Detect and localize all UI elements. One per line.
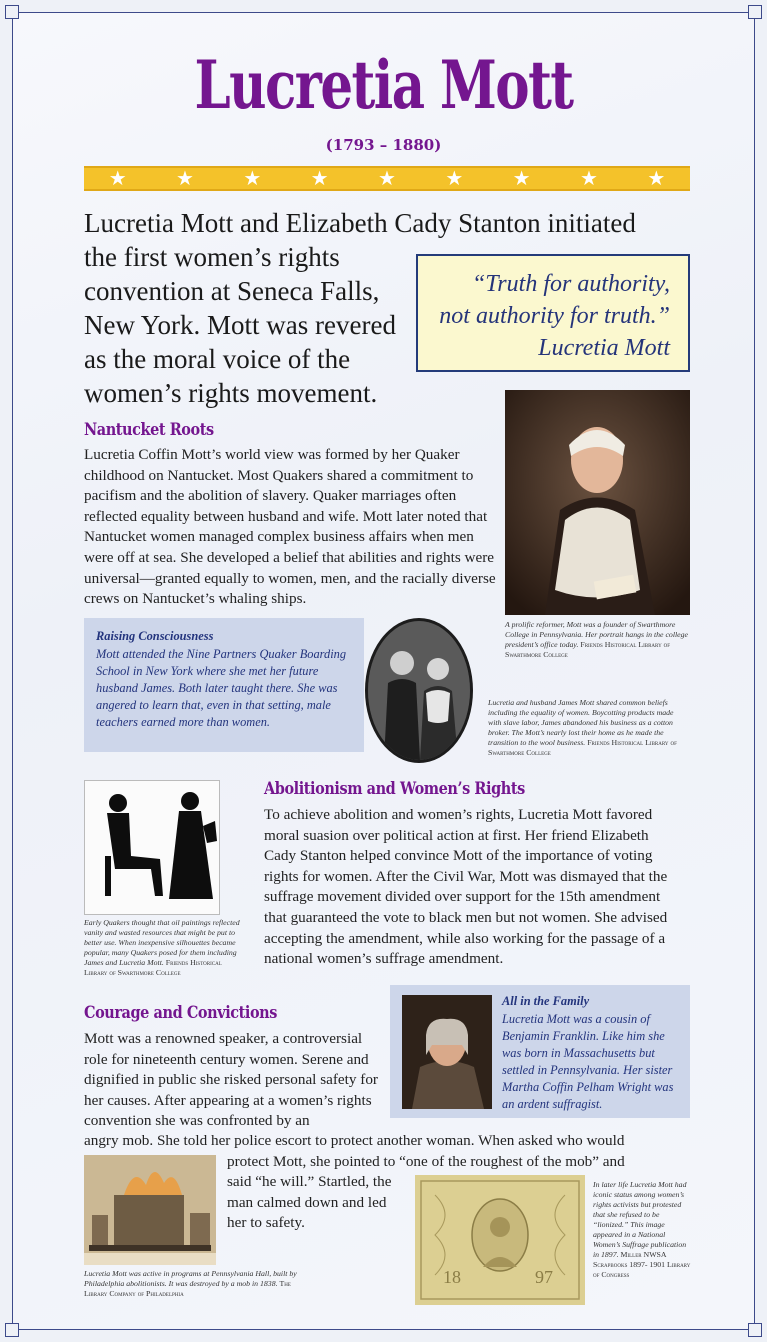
quote-box bbox=[416, 254, 690, 372]
corner-ornament bbox=[5, 5, 19, 19]
intro-body: the first women’s rights convention at Seneca Falls, New York. Mott was revered as the moral voice of the women’s rights movement. bbox=[84, 242, 396, 408]
star-icon: ★ bbox=[310, 167, 329, 190]
image-credit: Friends Historical Library of Swarthmore College bbox=[505, 640, 671, 659]
star-icon: ★ bbox=[108, 167, 127, 190]
scrapbook-caption: In later life Lucretia Mott had iconic status among women’s rights activists but protested that she refused to be “lionized.” This image appeared in a National Women’s Suffrage publication in 1897. Miller NWSA Scrapbooks 1897- 1901 Library of Congress bbox=[593, 1180, 691, 1279]
corner-ornament bbox=[748, 1323, 762, 1337]
sidebar-all-in-the-family bbox=[390, 985, 690, 1118]
star-icon: ★ bbox=[512, 167, 531, 190]
section-heading-courage: Courage and Convictions bbox=[84, 1003, 277, 1023]
image-credit: Friends Historical Library of Swarthmore College bbox=[84, 958, 222, 977]
star-icon: ★ bbox=[445, 167, 464, 190]
abolition-text: To achieve abolition and women’s rights, Lucretia Mott favored moral suasion over political action at first. Her friend Elizabeth Cady Stanton helped convince Mott of the importance of voting rights for women. After the Civil War, Mott was dismayed that the suffrage movement divided over support for the 15th amendment that guaranteed the vote to black men but not women. She advised accepting the amendment, while also working for the passage of a national women’s suffrage amendment. bbox=[264, 806, 668, 968]
courage-text: angry mob. She told her police escort to protect another woman. When asked who would bbox=[84, 1132, 625, 1149]
courage-text: Mott was a renowned speaker, a controversial role for nineteenth century women. Serene and dignified in public she risked personal safety for her causes. After appearing at a women’s rights convention she was confronted by an bbox=[84, 1030, 378, 1130]
section-heading-abolition: Abolitionism and Women’s Rights bbox=[264, 779, 525, 799]
page-title: Lucretia Mott bbox=[194, 46, 573, 124]
hall-caption: Lucretia Mott was active in programs at Pennsylvania Hall, built by Philadelphia abolitionists. It was destroyed by a mob in 1838. The Library Company of Philadelphia bbox=[84, 1269, 297, 1298]
silhouette-image bbox=[84, 780, 220, 915]
courage-text: said “he will.” Startled, the man calmed down and led her to safety. bbox=[227, 1173, 392, 1232]
year-right: 97 bbox=[535, 1267, 553, 1287]
sidebar-raising-consciousness bbox=[84, 618, 364, 752]
lifespan-dates: (1793 – 1880) bbox=[325, 136, 442, 154]
franklin-portrait bbox=[402, 995, 492, 1109]
courage-text: protect Mott, she pointed to “one of the roughest of the mob” and bbox=[227, 1153, 625, 1170]
intro-lead: Lucretia Mott and Elizabeth Cady Stanton initiated bbox=[84, 208, 636, 238]
star-icon: ★ bbox=[176, 167, 194, 190]
image-credit: Miller NWSA Scrapbooks 1897- 1901 Library of Congress bbox=[593, 1250, 691, 1279]
sidebar-title: All in the Family bbox=[502, 994, 590, 1008]
year-left: 18 bbox=[443, 1267, 461, 1287]
image-credit: Friends Historical Library of Swarthmore College bbox=[488, 738, 677, 757]
section-heading-nantucket: Nantucket Roots bbox=[84, 420, 214, 440]
quote-attribution: Lucretia Mott bbox=[538, 335, 670, 361]
corner-ornament bbox=[748, 5, 762, 19]
portrait-image bbox=[505, 390, 690, 615]
quote-line: not authority for truth.” bbox=[439, 303, 670, 329]
portrait-caption: A prolific reformer, Mott was a founder of Swarthmore College in Pennsylvania. Her portrait hangs in the college president’s office today. Friends Historical Library of Swarthmore College bbox=[505, 620, 688, 659]
star-icon: ★ bbox=[378, 167, 396, 190]
sidebar-text: Mott attended the Nine Partners Quaker Boarding School in New York where she met her future husband James. Both later taught there. She was angered to learn that, even in that setting, male teachers earned more than women. bbox=[96, 647, 347, 729]
couple-photo bbox=[365, 618, 473, 763]
quote-line: “Truth for authority, bbox=[471, 271, 670, 297]
corner-ornament bbox=[5, 1323, 19, 1337]
silhouette-caption: Early Quakers thought that oil paintings reflected vanity and wasted resources that might be put to better use. When inexpensive silhouettes became popular, many Quakers posed for them including James and Lucretia Mott. Friends Historical Library of Swarthmore College bbox=[84, 918, 240, 977]
scrapbook-image bbox=[415, 1175, 585, 1305]
sidebar-text: Lucretia Mott was a cousin of Benjamin Franklin. Like him she was born in Massachusetts but settled in Pennsylvania. Her sister Martha Coffin Pelham Wright was an ardent suffragist. bbox=[502, 1012, 674, 1111]
couple-caption: Lucretia and husband James Mott shared common beliefs including the equality of women. Boycotting products made with slave labor, James abandoned his business as a cotton broker. The Mott’s nearly lost their home as he made the transition to the wool business. Friends Historical Library of Swarthmore College bbox=[488, 698, 677, 757]
star-icon: ★ bbox=[647, 167, 666, 190]
star-banner bbox=[84, 166, 690, 191]
nantucket-text: Lucretia Coffin Mott’s world view was formed by her Quaker childhood on Nantucket. Most Quakers shared a commitment to pacifism and the abolition of slavery. Quaker marriages often reflected equality between husband and wife. Mott later noted that Nantucket women managed complex business affairs when men were off at sea. She developed a belief that abilities and rights were universal—granted equally to women, men, and the racially diverse crews on Nantucket’s whaling ships. bbox=[84, 446, 496, 608]
star-icon: ★ bbox=[579, 167, 598, 190]
star-icon: ★ bbox=[243, 167, 262, 190]
image-credit: The Library Company of Philadelphia bbox=[84, 1279, 291, 1298]
sidebar-title: Raising Consciousness bbox=[96, 629, 214, 643]
hall-fire-image bbox=[84, 1155, 216, 1265]
